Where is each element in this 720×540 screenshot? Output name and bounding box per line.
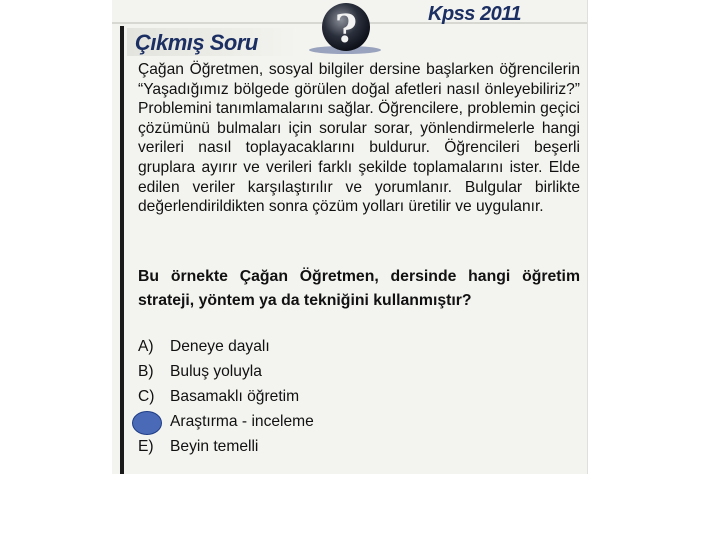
section-title: Çıkmış Soru — [135, 30, 258, 55]
option-letter: B) — [138, 363, 154, 380]
left-margin-bar — [120, 26, 124, 474]
option-text: Beyin temelli — [170, 438, 259, 455]
option-text: Araştırma - inceleme — [170, 413, 314, 430]
question-mark-icon — [306, 2, 384, 54]
question-paragraph: Çağan Öğretmen, sosyal bilgiler dersine başlarken öğrencilerin “Yaşadığımız bölgede görülen doğal afetleri nasıl önleyebiliriz?” Problemini tanımlamalarını sağlar. Öğrencilere, problemin geçici çözümünü bulmaları için sorular sorar, yönlendirmelerle hangi verileri nasıl toplayacaklarını buldurur. Öğrencileri beşerli gruplara ayırır ve verileri farklı şekilde toplamalarını ister. Elde edilen veriler karşılaştırılır ve yorumlanır. Bulgular birlikte değerlendirildikten sonra çözüm yolları üretilir ve uygulanır. — [138, 61, 581, 216]
svg-text:?: ? — [334, 6, 358, 51]
option-text: Deneye dayalı — [170, 338, 270, 355]
exam-label: Kpss 2011 — [428, 3, 521, 25]
option-a[interactable] — [138, 338, 270, 356]
option-letter: E) — [138, 438, 154, 455]
answer-marker — [132, 411, 162, 435]
question-prompt: Bu örnekte Çağan Öğretmen, dersinde hangi öğretim strateji, yöntem ya da tekniğini kullanmıştır? — [138, 268, 580, 309]
option-letter: A) — [138, 338, 154, 355]
option-letter: C) — [138, 388, 155, 405]
option-text: Buluş yoluyla — [170, 363, 262, 380]
option-e[interactable] — [138, 438, 258, 456]
option-c[interactable] — [138, 388, 299, 406]
option-text: Basamaklı öğretim — [170, 388, 300, 405]
option-b[interactable] — [138, 363, 262, 381]
option-d[interactable] — [138, 413, 314, 431]
